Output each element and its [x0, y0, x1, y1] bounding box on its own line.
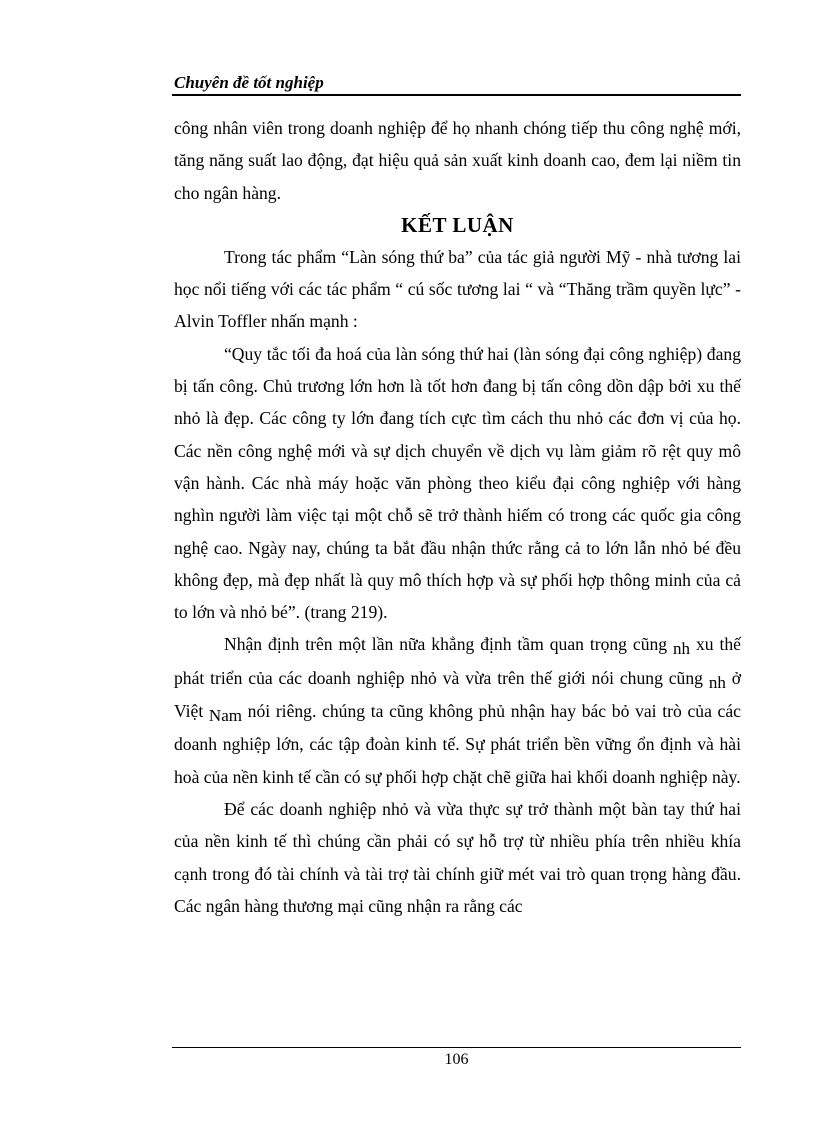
paragraph-continuation: công nhân viên trong doanh nghiệp để họ nhanh chóng tiếp thu công nghệ mới, tăng năng suất lao động, đạt hiệu quả sản xuất kinh doanh cao, đem lại niềm tin cho ngân hàng. [174, 118, 741, 203]
footer-rule [172, 1047, 741, 1048]
section-title: KẾT LUẬN [401, 212, 514, 237]
running-header-title: Chuyên đề tốt nghiệp [174, 73, 324, 92]
page-number: 106 [444, 1051, 469, 1068]
paragraph-assessment-part-4: nói riêng. chúng ta cũng không phủ nhận hay bác bỏ vai trò của các doanh nghiệp lớn, các tập đoàn kinh tế. Sự phát triển bền vững ổn định và hài hoà của nền kinh tế cần có sự phối hợp chặt chẽ giữa hai khối doanh nghiệp này. [174, 701, 741, 787]
header-rule [172, 94, 741, 96]
paragraph-quote: “Quy tắc tối đa hoá của làn sóng thứ hai (làn sóng đại công nghiệp) đang bị tấn công. Chủ trương lớn hơn là tốt hơn đang bị tấn công dồn dập bởi xu thế nhỏ là đẹp. Các công ty lớn đang tích cực tìm cách thu nhỏ các đơn vị của họ. Các nền công nghệ mới và sự dịch chuyển về dịch vụ làm giảm rõ rệt quy mô vận hành. Các nhà máy hoặc văn phòng theo kiểu đại công nghiệp với hàng nghìn người làm việc tại một chỗ sẽ trở thành hiếm có trong các quốc gia công nghệ cao. Ngày nay, chúng ta bắt đầu nhận thức rằng cả to lớn lẫn nhỏ bé đều không đẹp, mà đẹp nhất là quy mô thích hợp và sự phối hợp thông minh của cả to lớn và nhỏ bé”. (trang 219). [174, 343, 741, 623]
paragraph-assessment-part-2: xu thế phát triển của các doanh nghiệp nhỏ và vừa trên thế giới nói chung cũng [174, 634, 741, 688]
paragraph-assessment-fragment-1: nh [673, 639, 691, 659]
body-text [174, 112, 741, 922]
paragraph-assessment-fragment-2: nh [708, 672, 726, 692]
paragraph-sme-support: Để các doanh nghiệp nhỏ và vừa thực sự trở thành một bàn tay thứ hai của nền kinh tế thì chúng cần phải có sự hỗ trợ từ nhiều phía trên nhiều khía cạnh trong đó tài chính và tài trợ tài chính giữ mét vai trò quan trọng hàng đầu. Các ngân hàng thương mại cũng nhận ra rằng các [174, 798, 741, 916]
paragraph-assessment-fragment-3: Nam [208, 706, 242, 726]
paragraph-assessment-part-3: ở Việt [174, 667, 741, 722]
paragraph-assessment [174, 628, 741, 792]
paragraph-assessment-part-1: Nhận định trên một lần nữa khẳng định tầm quan trọng cũng [224, 634, 668, 655]
paragraph-toffler-intro: Trong tác phẩm “Làn sóng thứ ba” của tác giả người Mỹ - nhà tương lai học nổi tiếng với các tác phẩm “ cú sốc tương lai “ và “Thăng trầm quyền lực” - Alvin Toffler nhấn mạnh : [174, 246, 741, 332]
